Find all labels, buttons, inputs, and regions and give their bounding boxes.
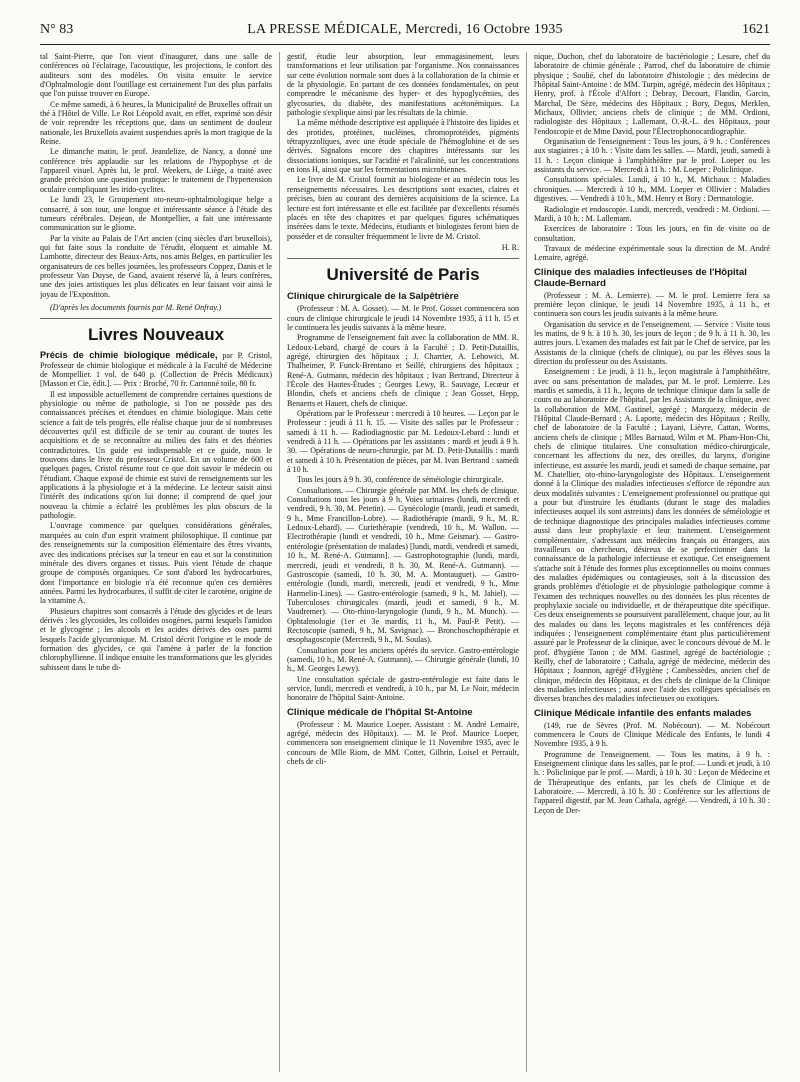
signature: H. R. [501,242,519,252]
clinic-title: Clinique médicale de l'hôpital St-Antoine [287,706,473,718]
page-header [40,22,770,42]
column-3 [534,52,770,1072]
clinic-title: Clinique chirurgicale de la Salpêtrière [287,291,459,303]
paragraph: Exercices de laboratoire : Tous les jours, en fin de visite ou de consultation. [534,224,770,243]
paragraph: Organisation de l'enseignement : Tous les jours, à 9 h. : Conférences aux stagiaires ; à 10 h. : Visite dans les salles. — Mardi, jeudi, samedi à 11 h. : Leçon clinique à l'amphithéâtre par le prof. Loeper ou les assistants du service. — Mercredi à 11 h. : M. Loeper : Policlinique. [534,137,770,175]
paragraph: Par la visite au Palais de l'Art ancien (cinq siècles d'art bruxellois), qui fut faite sous la conduite de l'érudit, éloquent et aimable M. Lambotte, directeur des Beaux-Arts, nos amis Belges, en particulier les organisateurs de ces belles journées, les professeurs Coppez, Danis et le professeur Van Duyse, de Gand, avaient réservé là, à leurs confrères, une des joies artistiques les plus délicates en leur faisant voir ainsi le joyau de l'Exposition. [40,233,272,299]
paragraph: L'ouvrage commence par quelques considérations générales, marquées au coin d'un esprit vraiment philosophique. Il continue par des renseignements sur la composition élémentaire des êtres vivants, avec des indications précises sur la teneur en eau et sur la constitution minérale des divers organes et tissus. Puis vient l'étude de chaque groupe de composés organiques. Ce sont d'abord les hydrocarbures, dont l'importance en biologie n'a été reconnue qu'en ces dernières années. Parmi les hydrocarbures, il suffit de citer le carotène, origine de la vitamine A. [40,521,272,606]
column-divider [526,52,527,1072]
page-number: 1621 [742,22,770,37]
paragraph: La même méthode descriptive est appliquée à l'histoire des lipides et des protides, protéines, nucléines, chromoprotéides, pigments tétrapyzzoliques, avec une étude spéciale de l'hémoglobine et de ses dérivés. Signalons encore des chapitres intéressants sur les dissociations ioniques, sur l'acidité et l'alcalinité, sur les concentrations en ions H, ainsi que sur les fermentations microbiennes. [287,118,519,175]
issue-number: N° 83 [40,22,74,37]
paragraph: Plusieurs chapitres sont consacrés à l'étude des glycides et de leurs dérivés : les glycosides, les colloïdes osogènes, parmi lesquels l'amidon et le glycogène ; les alcools et les acides dérivés des oses parmi lesquels l'acide glycuronique. M. Cristol décrit l'origine et le mode de formation des glycides, ce qui l'amène à parler de la fonction chlorophyllienne. Il indique ensuite les transformations que les glycides subissent dans le tube di- [40,606,272,672]
paragraph: (Professeur : M. Maurice Loeper. Assistant : M. André Lemaire, agrégé, médecin des Hôpitaux). — M. le Prof. Maurice Loeper, commencera son enseignement clinique le 11 Novembre 1935, avec le concours de Mlle Riom, de MM. Cottet, Gilbrin, Loisel et Perrault, chefs de cli- [287,719,519,767]
paragraph: tal Saint-Pierre, que l'on vient d'inaugurer, dans une salle de conférences où l'éclairage, l'acoustique, les projections, le confort des auditeurs sont des modèles. On visita ensuite le service d'Ophtalmologie dont l'outillage est certainement l'un des plus parfaits que l'on puisse trouver en Europe. [40,52,272,99]
paragraph: Travaux de médecine expérimentale sous la direction de M. André Lemaire, agrégé. [534,243,770,263]
paragraph: (Professeur : M. A. Lemierre). — M. le prof. Lemierre fera sa première leçon clinique, le jeudi 14 Novembre 1935, à 11 h., et continuera son cours les jeudis suivants à la même heure. [534,290,770,319]
paragraph: Le livre de M. Cristol fournit au biologiste et au médecin tous les renseignements nécessaires. Les descriptions sont exactes, claires et précises, bien au courant des dernières acquisitions de la science. La lecture est fort intéressante et elle est facilitée par d'excellents résumés placés en tête des chapitres et par quelques figures schématiques insérées dans le texte. Médecins, étudiants et biologistes feront bien de posséder et de consulter fréquemment le livre de M. Cristol. [287,175,519,241]
paragraph: (Professeur : M. A. Gosset). — M. le Prof. Gosset commencera son cours de clinique chirurgicale le jeudi 14 Novembre 1935, à 11 h. 15 et le continuera les jeudis suivants à la même heure. [287,304,519,332]
paragraph: Le lundi 23, le Groupement oto-neuro-ophtalmologique belge a consacré, à son tour, une longue et intéressante séance à l'étude des tumeurs cérébrales. Dejean, de Montpellier, a fait une intéressante communication sur le gliome. [40,195,272,233]
paragraph: Une consultation spéciale de gastro-entérologie est faite dans le service, lundi, mercredi et vendredi, à 10 h., par M. Le Noir, médecin honoraire de l'hôpital Saint-Antoine. [287,674,519,703]
journal-title: LA PRESSE MÉDICALE, Mercredi, 16 Octobre 1935 [247,22,563,37]
paragraph: Programme de l'enseignement fait avec la collaboration de MM. R. Ledoux-Lebard, chargé de cours à la Faculté ; D. Petit-Dutaillis, agrégé, chirurgien des hôpitaux ; J. Charrier, A. Lehowici, M. Thalheimer, P. Funck-Brentano et Seillé, chirurgiens des hôpitaux ; René-A. Gutmann, médecin des hôpitaux ; Ivan Bertrand, Directeur à l'École des Hautes-Études ; Georges Lewy, R. Sauvage, Lecœur et Blondin, chefs et anciens chefs de clinique ; Jean Gosset, Hepp, Benaerts et Hauert, chefs de clinique. [287,333,519,408]
section-rule [287,258,519,259]
column-2 [287,52,519,1072]
column-divider [279,52,280,1072]
paragraph: (149, rue de Sèvres (Prof. M. Nobécourt). — M. Nobécourt commencera le Cours de Clinique Médicale des Enfants, le lundi 4 Novembre 1935, à 9 h. [534,720,770,749]
paragraph: Consultations. — Chirurgie générale par MM. les chefs de clinique. Consultations tous les jours à 9 h. Voies urinaires (lundi, mercredi et vendredi, 9 h. 30, M. Petetin). — Gynécologie (mardi, jeudi et samedi, 9 h., Mme Francillon-Lobre). — Radiothérapie (mardi, 9 h., M. R. Ledoux-Lebard). — Curiethérapie (vendredi, 10 h., M. Wallon. — Electrothérapie (lundi et vendredi, 10 h., Mme Geismar). — Gastro-entérologie (présentation de malades) [lundi, mardi, vendredi et samedi, 10 h., M. René-A. Gutmann]. — Gastrophotographie (lundi, mardi, mercredi, jeudi et vendredi, 8 h. 30, M. René-A. Gutmann). — Gastroscopie (samedi, 10 h. 30, M. A. Montauguet). — Gastro-entérologie (lundi, mardi, mercredi, jeudi et vendredi, 9 h., Mme Harmelin-Lines). — Gastro-entérologie (samedi, 9 h., M. Jahiel). — Tuberculoses chirurgicales (mardi, jeudi et samedi, 9 h., M. Vaudremer). — Oto-rhino-laryngologie (lundi, 9 h., M. Munch). — Ophtalmologie (1er et 3e mardis, 11 h., M. Paul-P. Petit). — Rectoscopie (samedi, 9 h., M. Savignac). — Bronchoschopthérapie et œsophagoscopie (Mercredi, 9 h., M. Soulas). [287,485,519,645]
clinic-title: Clinique des maladies infectieuses de l'Hôpital Claude-Bernard [534,266,747,289]
paragraph: nique, Duchon, chef du laboratoire de bactériologie ; Lesure, chef du laboratoire de chimie générale ; Parrod, chef du laboratoire de chimie physique ; Soulié, chef du laboratoire d'histologie ; des médecins de l'hôpital Saint-Antoine : de MM. Turpin, agrégé, médecin des Hôpitaux ; Henry, prof. à l'École d'Alfort ; Debray, Decourt, Flandin, Garcin, Marchal, De Sèze, médecins des Hôpitaux ; Bory, Degos, Merklen, Michaux, Ollivier, anciens chefs de clinique ; de MM. Ordioni, radiologiste des Hôpitaux ; Lallemant, O.-R.-L. des Hôpitaux, pour l'endoscopie et de Mme David, pour l'Électrophonocardiographie. [534,52,770,136]
book-details: par P. Cristol, Professeur de chimie biologique et médicale à la Faculté de Médecine de Montpellier. 1 vol. de 640 p. (Collection de Précis Médicaux) [Masson et Cie, édit.]. — Prix : Broché, 70 fr. Cartonné toile, 80 fr. [40,351,272,389]
paragraph: Enseignement : Le jeudi, à 11 h., leçon magistrale à l'amphithéâtre, avec ou sans présentation de malades, par M. le prof. Lemierre. Les mardis et samedis, à 11 h., leçons de technique clinique dans la salle de cours ou au laboratoire de l'hôpital, par les Assistants de la clinique, avec la collaboration de MM. Gastinel, agrégé ; Marquezy, médecin de l'Hôpital Claude-Bernard ; A. Laporte, médecin des Hôpitaux ; Reilly, chef de laboratoire de la Faculté ; Layani, Lièvre, Cattan, Worms, anciens chefs de clinique ; Mlles Barnaud, Wilm et M. Pham-Hon-Chi, chefs de clinique titulaires. Une consultation médico-chirurgicale, concernant les affections du nez, des oreilles, du larynx, d'origine infectieuse, est assurée les mardi, jeudi et samedi de chaque semaine, par M. Chatellier, oto-rhino-laryngologiste des Hôpitaux. L'enseignement donné à la Clinique des maladies infectieuses s'efforce de répondre aux deux modalités suivantes : L'enseignement professionnel ou pratique qui a pour but d'instruire les étudiants (durant le stage des maladies infectieuses auquel ils sont astreints) dans les données de séméiologie et de technique diagnostique des principales maladies infectieuses comme aussi dans leur prophylaxie et leur traitement. L'enseignement complémentaire, s'adressant aux médecins français ou étrangers, aux travailleurs ou chercheurs, désireux de se perfectionner dans la connaissance de la pathologie infectieuse et exotique. Cet enseignement s'attache soit à l'étude des formes plus exceptionnelles ou moins connues des maladies épidémiques ou contagieuses, soit à la discussion des grands problèmes d'étiologie et de physiologie pathologique comme à l'examen des techniques nouvelles ou des données les plus récentes de prophylaxie sociale ou individuelle, et de thérapeutique dite spécifique. Ces deux enseignements se poursuivent parallèlement, chaque jour, au lit des malades ou dans les leçons magistrales et les conférences déjà indiquées ; l'enseignement complémentaire étant plus particulièrement assuré par le Professeur de la clinique, avec le concours dévoué de M. le prof. d'hygiène Tanon ; de MM. Gastinel, agrégé de bactériologie ; Reilly, chef de laboratoire ; Cathala, agrégé de médecine, médecin des Hôpitaux ; Joannon, agrégé d'Hygiène ; Cambessèdes, ancien chef de clinique, médecin des Hôpitaux, et des chefs de clinique de la Clinique des maladies infectieuses ; aussi avec l'aide des collègues spécialisés en diverses branches des maladies infectieuses ou exotiques. [534,367,770,704]
clinic-title: Clinique Médicale infantile des enfants malades [534,707,752,719]
column-1 [40,52,272,1072]
header-rule [40,44,770,45]
paragraph: Ce même samedi, à 6 heures, la Municipalité de Bruxelles offrait un thé à l'Hôtel de Ville. Le Roi Léopold avait, en effet, exprimé son désir de voir reprendre les réceptions que, dans un sentiment de douleur nationale, les Bruxellois avaient suspendues après la mort tragique de la Reine. [40,99,272,147]
source-note: (D'après les documents fournis par M. René Onfray.) [50,302,222,312]
book-title: Précis de chimie biologique médicale, [40,350,218,361]
paragraph: Radiologie et endoscopie. Lundi, mercredi, vendredi : M. Ordioni. — Mardi, à 10 h. : M. Lallemant. [534,204,770,223]
paragraph: Consultation pour les anciens opérés du service. Gastro-entérologie (samedi, 10 h., M. René-A. Gutmann). — Chirurgie générale (lundi, 10 h., M. Georges Lewy). [287,645,519,674]
paragraph: Consultations spéciales. Lundi, à 10 h., M. Michaux : Maladies chroniques. — Mercredi à 10 h., MM. Loeper et Ollivier : Maladies digestives. — Vendredi à 10 h., MM. Henry et Bory : Dermatologie. [534,175,770,204]
paragraph: Le dimanche matin, le prof. Jeandelize, de Nancy, a donné une conférence très applaudie sur les relations de l'hypophyse et de l'appareil visuel. Après lui, le prof. Weekers, de Liège, a traité avec grande précision une question pratique: le traitement de l'hypertension oculaire compliquant les irido-cyclites. [40,147,272,194]
section-rule [40,318,272,319]
section-title-livres: Livres Nouveaux [87,325,225,345]
paragraph: Tous les jours à 9 h. 30, conférence de séméiologie chirurgicale. [297,475,504,485]
paragraph: Programme de l'enseignement. — Tous les matins, à 9 h. : Enseignement clinique dans les salles, par le prof. — Lundi et jeudi, à 10 h. : Policlinique par le prof. — Mardi, à 10 h. 30 : Leçon de Médecine et de Thérapeutique des enfants, par les chefs de Clinique et de Laboratoire. — Mercredi, à 10 h. 30 : Conférence sur les affections de l'appareil digestif, par M. Jean Cathala, agrégé. — Vendredi, à 10 h. 30 : Leçon de Der- [534,749,770,815]
paragraph: Organisation du service et de l'enseignement. — Service : Visite tous les matins, de 9 h. à 10 h. 30, les jours de leçon ; de 9 h. à 11 h. 30, les autres jours. L'examen des malades est fait par le Chef de service, par les Assistants de la clinique (chefs de clinique), ou par les élèves sous la direction du professeur ou des Assistants. [534,319,770,366]
paragraph: Opérations par le Professeur : mercredi à 10 heures. — Leçon par le Professeur : jeudi à 11 h. 15. — Visite des salles par le Professeur : samedi à 11 h. — Radiodiagnostic par M. Ledoux-Lebard : lundi et vendredi à 11 h. — Opérations par les assistants : mardi et jeudi à 9 h. 30. — Opérations de neuro-chirurgie, par M. D. Petit-Dutaillis : mardi et samedi à 10 h. Présentation de pièces, par M. Ivan Bertrand : samedi à 10 h. [287,409,519,475]
paragraph: Il est impossible actuellement de comprendre certaines questions de physiologie ou même de pathologie, si l'on ne possède pas des connaissances précises et étendues en chimie biologique. Mais cette science a fait de tels progrès, elle réalise chaque jour de si nombreuses découvertes qu'il est difficile de se tenir au courant de toutes les acquisitions et de se reconnaître au milieu des faits et des théories contradictoires. Un guide est indispensable et ce guide, nous le trouvons dans le livre du professeur Cristol. En un volume de 600 et quelques pages, Cristol résume tout ce que doit savoir le médecin ou l'étudiant. Chaque exposé de chimie est suivi de renseignements sur les applications à la physiologie et à la médecine. Le lecteur saisit ainsi l'intérêt des indications qu'on lui donne; il comprend de quel jour nouveau la chimie a éclairé les problèmes les plus obscurs de la pathologie. [40,389,272,521]
book-reference [40,351,272,388]
section-title-universite: Université de Paris [326,265,480,285]
paragraph: gestif, étudie leur absorption, leur emmagasinement, leurs transformations et leur utilisation par l'organisme. Nos connaissances sur cette évolution normale sont dues à la collaboration de la chimie et de la physiologie. En partant de ces données fondamentales, on peut comprendre le mécanisme des hyper- et des hypoglycémies, des glycosuries, du diabète, des manifestations acétonémiques. La pathologie s'explique ainsi par les résultats de la chimie. [287,52,519,118]
